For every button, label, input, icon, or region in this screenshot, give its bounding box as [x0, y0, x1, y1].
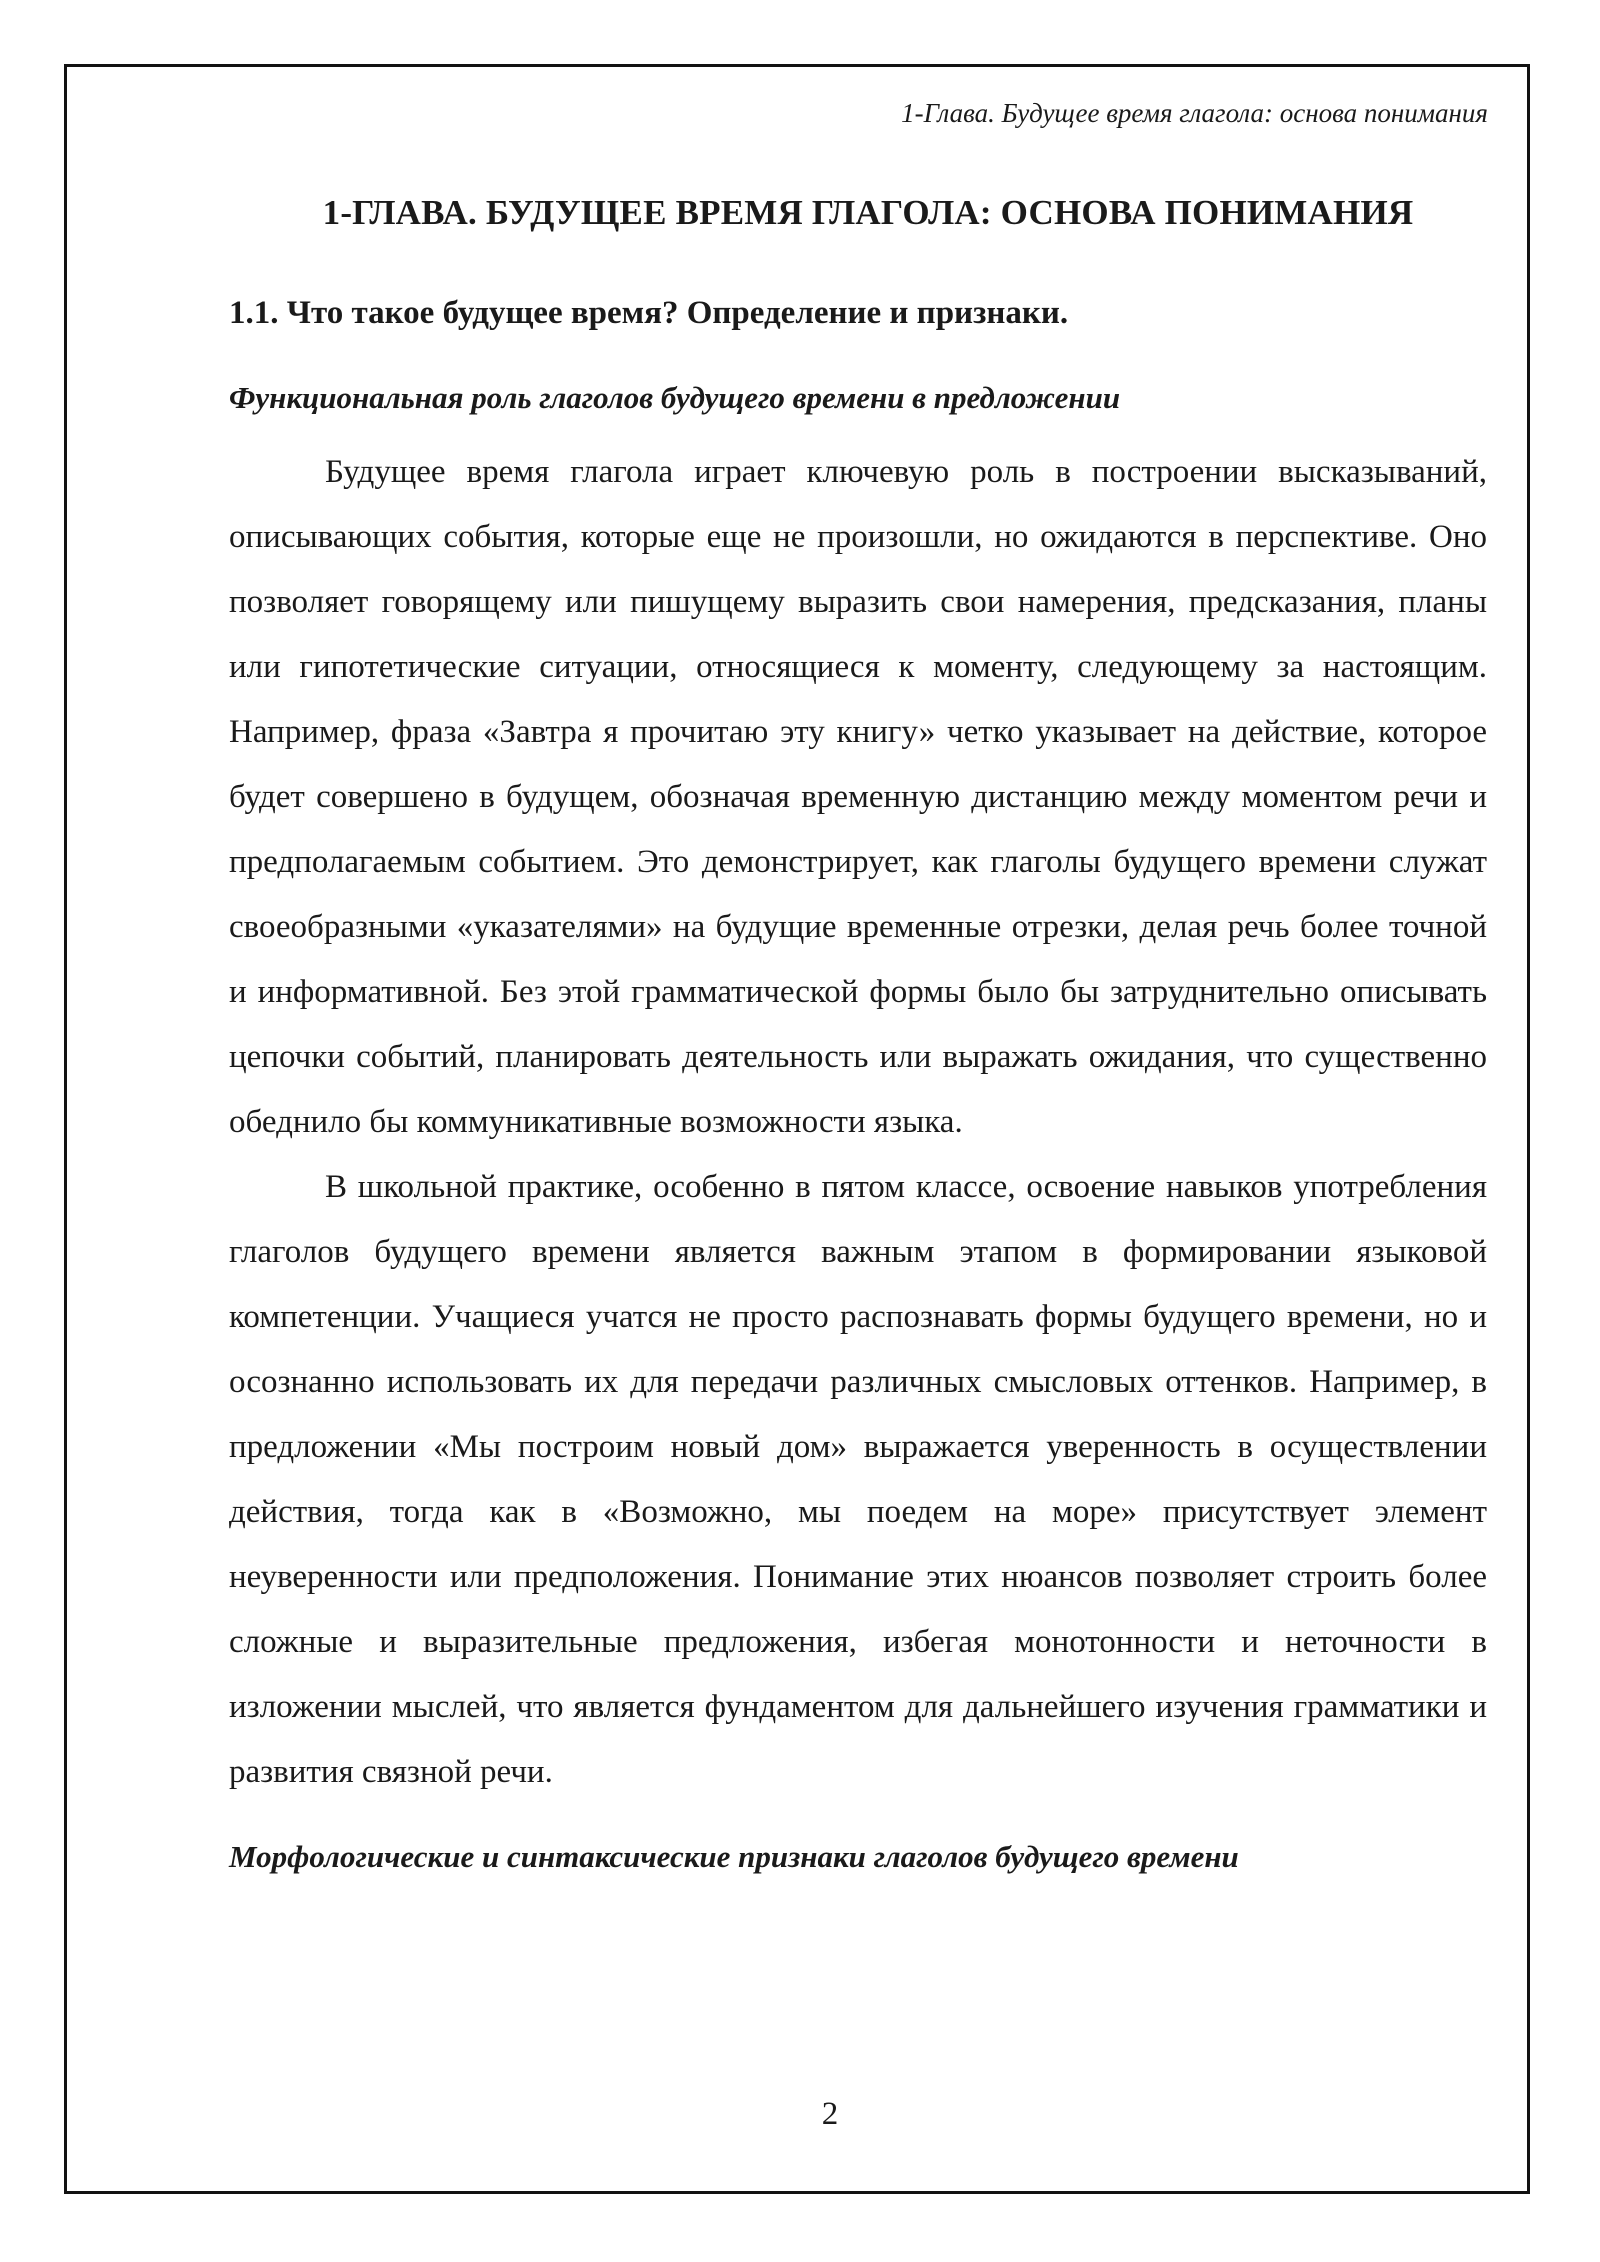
subsection-title: Функциональная роль глаголов будущего времени в предложении: [229, 380, 1121, 415]
page-number: 2: [821, 2096, 839, 2132]
subsection-title: Морфологические и синтаксические признаки глаголов будущего времени: [229, 1839, 1239, 1874]
body-paragraph: В школьной практике, особенно в пятом классе, освоение навыков употребления глаголов будущего времени является важным этапом в формировании языковой компетенции. Учащиеся учатся не просто распознавать формы будущего времени, но и осознанно использовать их для передачи различных смысловых оттенков. Например, в предложении «Мы построим новый дом» выражается уверенность в осуществлении действия, тогда как в «Возможно, мы поедем на море» присутствует элемент неуверенности или предположения. Понимание этих нюансов позволяет строить более сложные и выразительные предложения, избегая монотонности и неточности в изложении мыслей, что является фундаментом для дальнейшего изучения грамматики и развития связной речи.: [229, 1169, 1487, 1790]
body-paragraph: Будущее время глагола играет ключевую роль в построении высказываний, описывающих события, которые еще не произошли, но ожидаются в перспективе. Оно позволяет говорящему или пишущему выразить свои намерения, предсказания, планы или гипотетические ситуации, относящиеся к моменту, следующему за настоящим. Например, фраза «Завтра я прочитаю эту книгу» четко указывает на действие, которое будет совершено в будущем, обозначая временную дистанцию между моментом речи и предполагаемым событием. Это демонстрирует, как глаголы будущего времени служат своеобразными «указателями» на будущие временные отрезки, делая речь более точной и информативной. Без этой грамматической формы было бы затруднительно описывать цепочки событий, планировать деятельность или выражать ожидания, что существенно обеднило бы коммуникативные возможности языка.: [229, 454, 1487, 1140]
chapter-title: 1-ГЛАВА. БУДУЩЕЕ ВРЕМЯ ГЛАГОЛА: ОСНОВА ПОНИМАНИЯ: [322, 193, 1414, 232]
section-title: 1.1. Что такое будущее время? Определение и признаки.: [229, 295, 1069, 331]
running-header: 1-Глава. Будущее время глагола: основа понимания: [901, 98, 1488, 128]
page-body: [229, 186, 1487, 1881]
